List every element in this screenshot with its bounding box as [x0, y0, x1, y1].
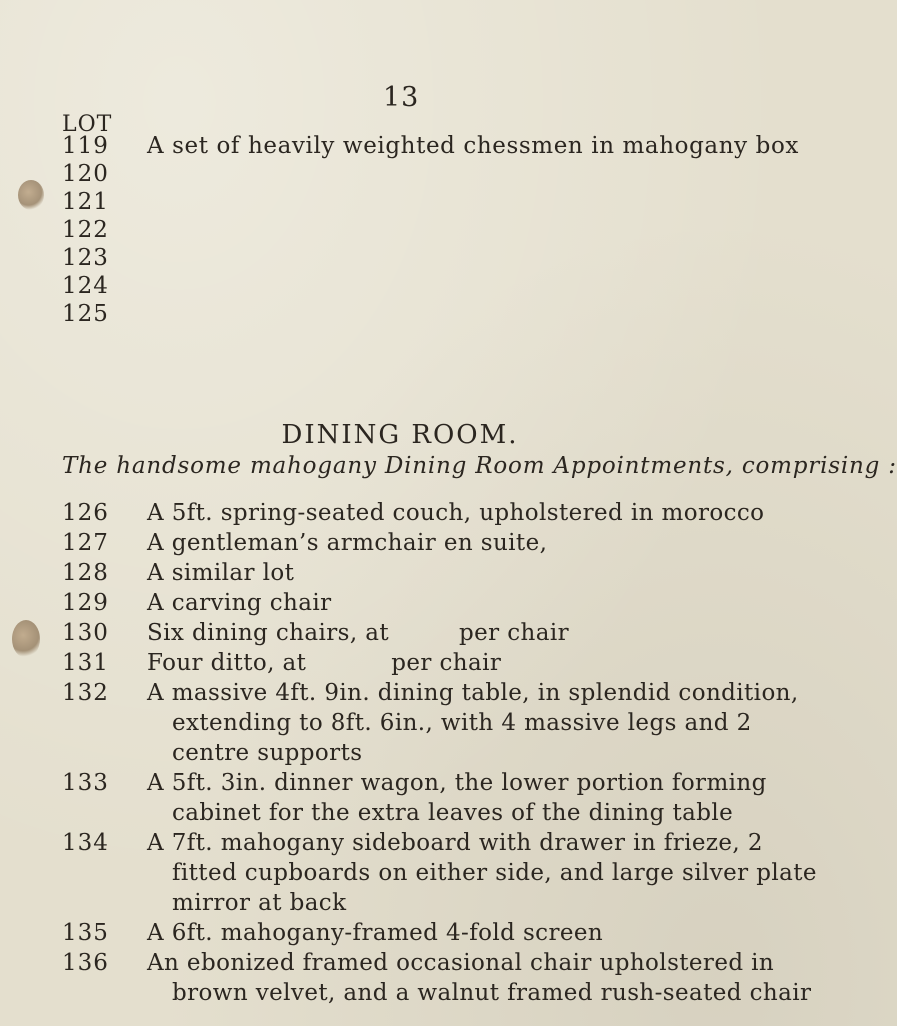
lot-description: [147, 588, 762, 618]
lot-number: 127: [62, 530, 109, 556]
lot-number: 134: [62, 830, 109, 856]
lot-row: [62, 300, 762, 328]
description-line: A carving chair: [147, 590, 332, 616]
intro-text: handsome mahogany Dining Room Appointments, comprising :: [116, 453, 897, 479]
lot-number: 123: [62, 245, 109, 271]
list-item: [62, 618, 762, 648]
lot-description: [147, 918, 762, 948]
description-line: extending to 8ft. 6in., with 4 massive legs and 2: [172, 710, 752, 736]
list-item: [62, 558, 762, 588]
description-price-text: per chair: [391, 650, 502, 676]
list-item: [62, 588, 762, 618]
lot-number: 121: [62, 189, 109, 215]
list-item: [62, 828, 817, 918]
description-line: cabinet for the extra leaves of the dining table: [172, 800, 734, 826]
ink-blot: [12, 620, 40, 658]
lot-number: 120: [62, 161, 109, 187]
lot-number: 136: [62, 950, 109, 976]
description-line: brown velvet, and a walnut framed rush-seated chair: [172, 980, 812, 1006]
description-line: A 7ft. mahogany sideboard with drawer in frieze, 2: [147, 830, 763, 856]
section-intro: [62, 453, 897, 479]
lot-row: [62, 160, 762, 188]
description-line: centre supports: [172, 740, 363, 766]
description-line: An ebonized framed occasional chair upholstered in: [147, 950, 775, 976]
lot-number: 130: [62, 620, 109, 646]
lot-row: [62, 132, 799, 160]
lot-description: A set of heavily weighted chessmen in mahogany box: [147, 133, 799, 159]
lot-description: [147, 558, 762, 588]
description-line: fitted cupboards on either side, and large silver plate: [172, 860, 817, 886]
lot-number: 135: [62, 920, 109, 946]
lot-number: 128: [62, 560, 109, 586]
description-price-text: per chair: [459, 620, 570, 646]
description-line: A massive 4ft. 9in. dining table, in splendid condition,: [147, 680, 799, 706]
description-line: [147, 648, 762, 678]
list-item: [62, 948, 812, 1008]
lot-number: 131: [62, 650, 109, 676]
lot-description: [147, 678, 799, 768]
description-line: A gentleman’s armchair en suite,: [147, 530, 548, 556]
lot-number: 122: [62, 217, 109, 243]
description-line: mirror at back: [172, 890, 347, 916]
description-text: Six dining chairs, at: [147, 620, 390, 646]
description-line: A 5ft. spring-seated couch, upholstered in morocco: [147, 500, 765, 526]
list-item: [62, 768, 767, 828]
top-lot-list: [62, 130, 799, 327]
description-line: A similar lot: [147, 560, 295, 586]
lot-number: 126: [62, 500, 109, 526]
ink-blot: [18, 180, 44, 210]
section-title: DINING ROOM.: [281, 420, 519, 450]
lot-description: [147, 768, 767, 828]
lot-number: 124: [62, 273, 109, 299]
lot-number: 132: [62, 680, 109, 706]
lot-number: 125: [62, 301, 109, 327]
lot-description: [147, 498, 765, 528]
list-item: [62, 648, 762, 678]
lot-row: [62, 216, 762, 244]
lot-description: [147, 648, 762, 678]
description-line: A 5ft. 3in. dinner wagon, the lower portion forming: [147, 770, 767, 796]
page-number: 13: [383, 82, 420, 113]
description-line: A 6ft. mahogany-framed 4-fold screen: [147, 920, 604, 946]
dining-room-lot-list: [62, 498, 817, 1008]
description-text: Four ditto, at: [147, 650, 307, 676]
intro-prefix: The: [62, 453, 109, 479]
list-item: [62, 498, 765, 528]
lot-row: [62, 272, 762, 300]
lot-description: [147, 948, 812, 1008]
lot-row: [62, 244, 762, 272]
lot-description: [147, 618, 762, 648]
list-item: [62, 678, 799, 768]
lot-number: 129: [62, 590, 109, 616]
lot-row: [62, 188, 762, 216]
lot-description: [147, 528, 762, 558]
lot-number: 119: [62, 133, 109, 159]
list-item: [62, 918, 762, 948]
lot-column-header: LOT: [62, 112, 113, 137]
list-item: [62, 528, 762, 558]
lot-number: 133: [62, 770, 109, 796]
lot-description: [147, 828, 817, 918]
description-line: [147, 618, 762, 648]
